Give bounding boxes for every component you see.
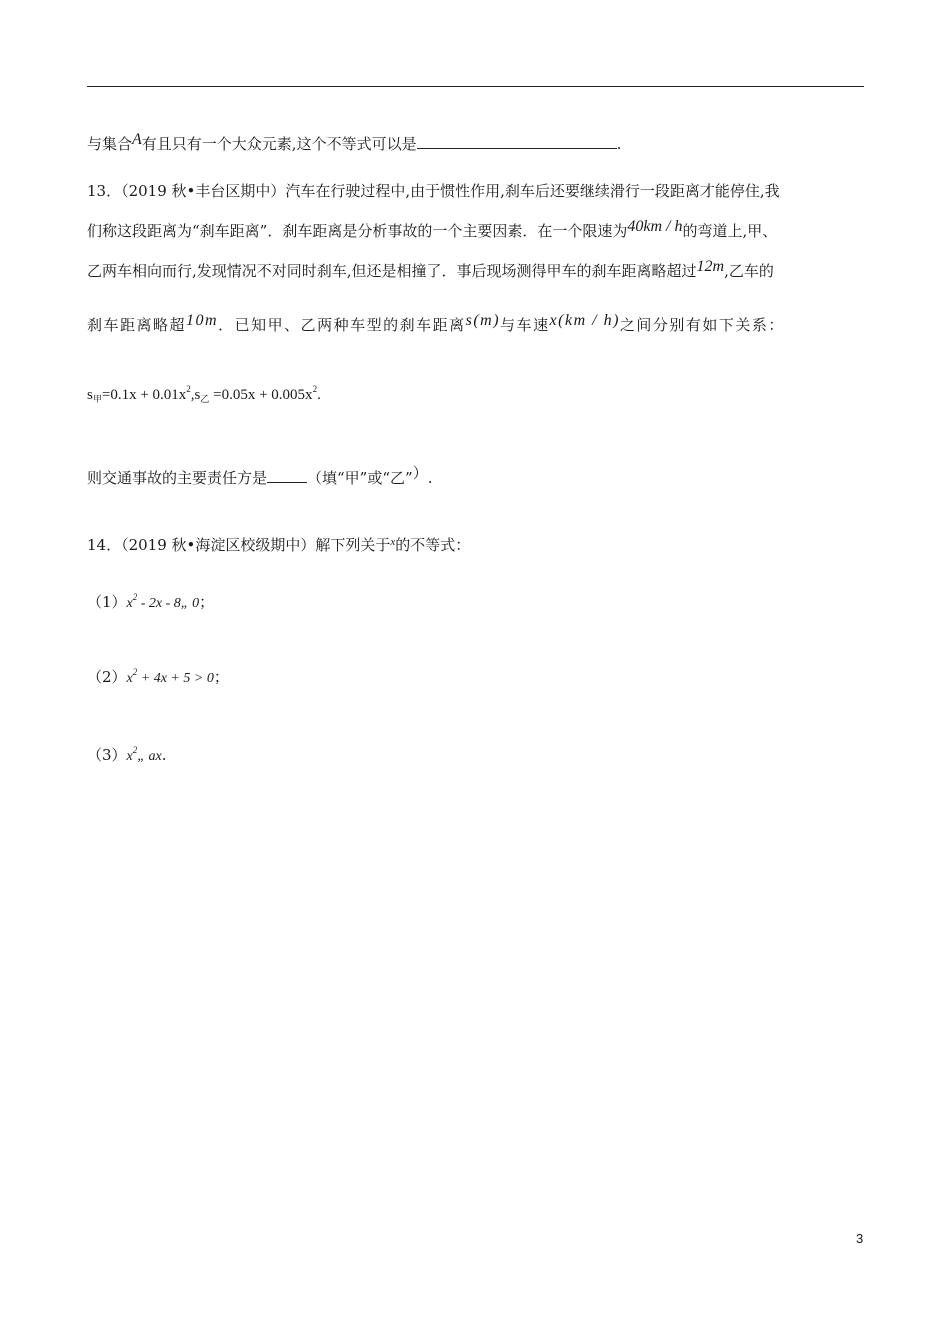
page-number: 3: [856, 1231, 864, 1246]
text: .: [161, 746, 167, 764]
subscript: 甲: [92, 394, 102, 404]
text: ；: [199, 593, 215, 611]
text: .: [427, 469, 433, 487]
text: 之间分别有如下关系：: [619, 316, 785, 334]
text: 乙两车相向而行,发现情况不对同时刹车,但还是相撞了．事后现场测得甲车的刹车距离略超过: [87, 262, 697, 280]
text: 则交通事故的主要责任方是: [87, 469, 268, 487]
math-10m: 10m: [186, 312, 219, 329]
math-x: x: [126, 596, 133, 611]
superscript: 2: [186, 384, 191, 394]
text: ,: [190, 387, 195, 403]
math: s: [194, 387, 201, 403]
q13-line-4: [87, 312, 785, 334]
formula-yi: =0.05x + 0.005x: [209, 387, 313, 403]
subscript: 乙: [200, 394, 210, 404]
part-label: （2）: [87, 668, 127, 686]
math-x-kmh: x(km / h): [549, 312, 620, 329]
answer-blank: [267, 468, 307, 483]
math-x: x: [390, 536, 396, 548]
text: ,乙车的: [724, 262, 774, 280]
superscript: 2: [132, 667, 138, 677]
header-rule: [87, 86, 864, 87]
superscript: 2: [132, 592, 138, 602]
part-label: （1）: [87, 593, 127, 611]
text: 有且只有一个大众元素,这个不等式可以是: [141, 135, 417, 153]
answer-blank: [417, 134, 617, 149]
text: 的不等式：: [395, 536, 471, 554]
math-12m: 12m: [696, 258, 725, 275]
q13-line-1: [87, 184, 780, 199]
math: s: [87, 387, 93, 403]
inequality-3: „ ax: [137, 749, 162, 764]
math-x: x: [126, 671, 133, 686]
text: 们称这段距离为“刹车距离”．刹车距离是分析事故的一个主要因素．在一个限速为: [87, 222, 628, 240]
math-speed-limit: 40km / h: [627, 218, 683, 235]
q13-line-2: [87, 218, 778, 240]
q13-line-3: [87, 258, 774, 280]
q13-question: [87, 464, 433, 487]
text: （填“甲”或“乙”: [307, 469, 413, 487]
text: ）: [412, 464, 428, 482]
math-x: x: [126, 749, 133, 764]
text: 与集合: [87, 135, 133, 153]
text: ．已知甲、乙两种车型的刹车距离: [218, 316, 466, 334]
text: 14．（2019 秋•海淀区校级期中）解下列关于: [87, 536, 391, 554]
text: 13．（2019 秋•丰台区期中）汽车在行驶过程中,由于惯性作用,刹车后还要继续滑行一段距离才能停住,我: [87, 182, 780, 200]
math-s-m: s(m): [465, 312, 501, 329]
text: 与车速: [500, 316, 550, 334]
text: 刹车距离略超: [87, 316, 187, 334]
inequality-2: + 4x + 5 > 0: [137, 671, 214, 686]
superscript: 2: [132, 745, 138, 755]
text: ；: [213, 668, 229, 686]
braking-formulas: [87, 384, 321, 404]
part-label: （3）: [87, 746, 127, 764]
q14-part-1: [87, 592, 215, 611]
line-set-a: [87, 131, 622, 153]
q14-line-1: [87, 538, 470, 553]
text: 的弯道上,甲、: [682, 222, 778, 240]
math-a: A: [132, 131, 142, 148]
text: .: [317, 387, 321, 403]
inequality-1: - 2x - 8„ 0: [137, 596, 200, 611]
q14-part-2: [87, 667, 229, 686]
q14-part-3: [87, 745, 167, 764]
text: .: [616, 135, 622, 153]
formula-jia: =0.1x + 0.01x: [101, 387, 187, 403]
superscript: 2: [312, 384, 318, 394]
